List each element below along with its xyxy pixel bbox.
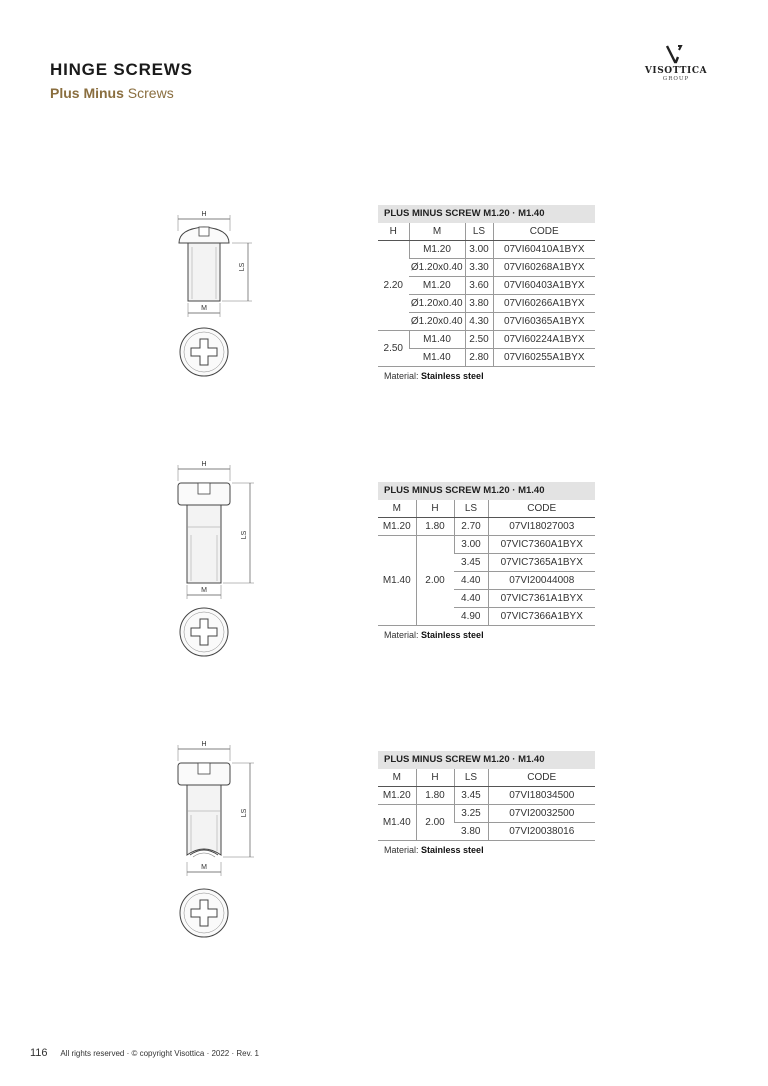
copyright-note: All rights reserved · © copyright Visottica · 2022 · Rev. 1 (60, 1049, 259, 1058)
cell-h: 1.80 (416, 787, 454, 805)
cell-code: 07VI18034500 (488, 787, 595, 805)
screw-drawing-2 (160, 455, 270, 665)
material-label: Material: (384, 371, 419, 381)
cell-h: 1.80 (416, 518, 454, 536)
cell-code: 07VI20044008 (488, 572, 595, 590)
cell-m: M1.40 (378, 536, 416, 626)
material-label: Material: (384, 845, 419, 855)
cell-ls: 3.25 (454, 805, 488, 823)
table-row (378, 536, 595, 554)
cell-h: 2.00 (416, 805, 454, 841)
logo-v-icon (665, 44, 687, 64)
cell-ls: 3.80 (454, 823, 488, 841)
table-title: PLUS MINUS SCREW M1.20 · M1.40 (378, 751, 595, 769)
table-row (378, 259, 595, 277)
cell-ls: 2.70 (454, 518, 488, 536)
cell-code: 07VI60410A1BYX (493, 241, 595, 259)
cell-m: M1.20 (378, 518, 416, 536)
table-row (378, 295, 595, 313)
dim-m-label: M (201, 587, 207, 594)
cell-m: M1.20 (409, 277, 465, 295)
logo-group: GROUP (662, 76, 690, 82)
material-value: Stainless steel (421, 630, 484, 640)
cell-code: 07VI18027003 (488, 518, 595, 536)
dim-ls-label: LS (241, 530, 248, 540)
col-header: H (416, 769, 454, 787)
cell-code: 07VI60266A1BYX (493, 295, 595, 313)
cell-code: 07VIC7365A1BYX (488, 554, 595, 572)
screw-drawing-3 (160, 735, 270, 950)
cell-h: 2.00 (416, 536, 454, 626)
col-header: H (378, 223, 409, 241)
cell-h: 2.50 (378, 331, 409, 367)
table-row (378, 518, 595, 536)
cell-code: 07VI20032500 (488, 805, 595, 823)
col-header: CODE (493, 223, 595, 241)
dim-h-label: H (201, 211, 207, 218)
cell-code: 07VI60255A1BYX (493, 349, 595, 367)
subtitle-accent: Plus Minus (50, 85, 124, 101)
cell-code: 07VI60403A1BYX (493, 277, 595, 295)
spec-table-1 (378, 205, 595, 381)
cell-code: 07VIC7366A1BYX (488, 608, 595, 626)
cell-m: M1.40 (409, 331, 465, 349)
table-row (378, 787, 595, 805)
material-value: Stainless steel (421, 371, 484, 381)
material-note (378, 845, 595, 855)
cell-ls: 3.45 (454, 554, 488, 572)
col-header: M (378, 500, 416, 518)
material-value: Stainless steel (421, 845, 484, 855)
col-header: LS (454, 769, 488, 787)
cell-ls: 4.40 (454, 572, 488, 590)
cell-ls: 4.90 (454, 608, 488, 626)
col-header: M (378, 769, 416, 787)
page-subtitle (50, 85, 174, 101)
table-row (378, 241, 595, 259)
table-title: PLUS MINUS SCREW M1.20 · M1.40 (378, 205, 595, 223)
dim-m-label: M (201, 864, 207, 871)
logo-brand: VISOTTICA (644, 66, 708, 76)
visottica-logo (640, 44, 712, 82)
screw-drawing-1 (160, 205, 270, 380)
cell-ls: 3.00 (454, 536, 488, 554)
dim-h-label: H (201, 741, 207, 748)
cell-ls: 3.80 (465, 295, 493, 313)
cell-code: 07VI60365A1BYX (493, 313, 595, 331)
table-row (378, 805, 595, 823)
cell-code: 07VI60268A1BYX (493, 259, 595, 277)
col-header: CODE (488, 500, 595, 518)
col-header: CODE (488, 769, 595, 787)
cell-h: 2.20 (378, 241, 409, 331)
material-note (378, 630, 595, 640)
col-header: LS (465, 223, 493, 241)
cell-m: M1.40 (409, 349, 465, 367)
col-header: M (409, 223, 465, 241)
cell-m: Ø1.20x0.40 (409, 295, 465, 313)
dim-h-label: H (201, 461, 207, 468)
cell-code: 07VI60224A1BYX (493, 331, 595, 349)
cell-ls: 4.40 (454, 590, 488, 608)
cell-code: 07VIC7361A1BYX (488, 590, 595, 608)
col-header: H (416, 500, 454, 518)
spec-table-2 (378, 482, 595, 640)
cell-ls: 3.45 (454, 787, 488, 805)
table-row (378, 277, 595, 295)
cell-m: M1.20 (409, 241, 465, 259)
cell-ls: 2.50 (465, 331, 493, 349)
cell-code: 07VIC7360A1BYX (488, 536, 595, 554)
table-row (378, 313, 595, 331)
cell-m: Ø1.20x0.40 (409, 313, 465, 331)
cell-m: M1.40 (378, 805, 416, 841)
table-title: PLUS MINUS SCREW M1.20 · M1.40 (378, 482, 595, 500)
table-row (378, 331, 595, 349)
material-note (378, 371, 595, 381)
cell-ls: 3.60 (465, 277, 493, 295)
cell-code: 07VI20038016 (488, 823, 595, 841)
cell-m: Ø1.20x0.40 (409, 259, 465, 277)
subtitle-rest: Screws (127, 85, 174, 101)
page-title: HINGE SCREWS (50, 60, 193, 79)
dim-ls-label: LS (239, 262, 246, 272)
cell-m: M1.20 (378, 787, 416, 805)
spec-table-3 (378, 751, 595, 855)
dim-m-label: M (201, 305, 207, 312)
cell-ls: 4.30 (465, 313, 493, 331)
page-number: 116 (30, 1047, 48, 1059)
material-label: Material: (384, 630, 419, 640)
page-footer (30, 1047, 259, 1059)
dim-ls-label: LS (241, 808, 248, 818)
table-row (378, 349, 595, 367)
col-header: LS (454, 500, 488, 518)
cell-ls: 3.00 (465, 241, 493, 259)
cell-ls: 3.30 (465, 259, 493, 277)
cell-ls: 2.80 (465, 349, 493, 367)
